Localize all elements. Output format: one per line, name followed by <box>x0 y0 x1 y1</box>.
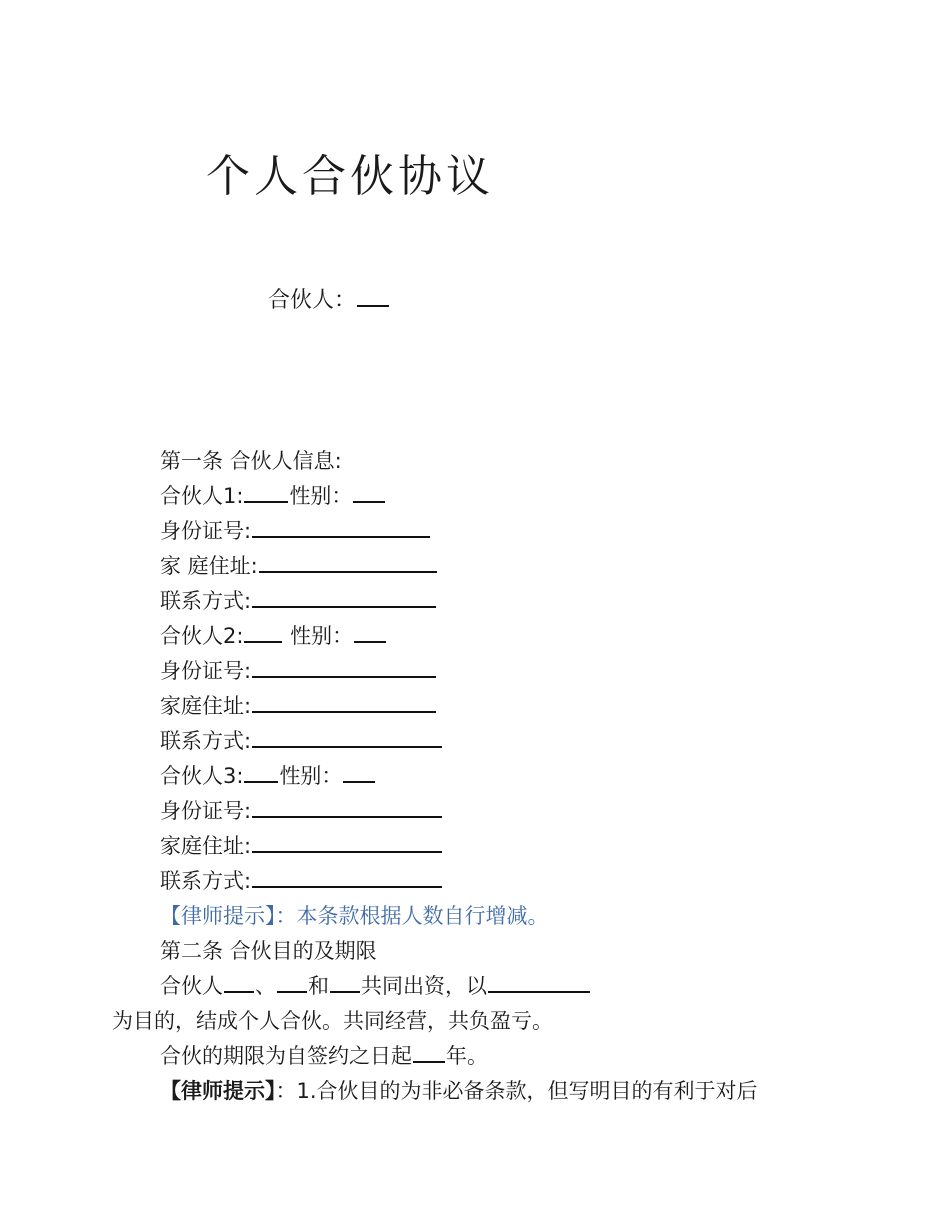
purpose-blank <box>488 971 590 993</box>
partner2-address-row: 家庭住址: <box>160 691 437 721</box>
partner-blank <box>357 285 389 307</box>
partner3-name-row: 合伙人3: 性别： <box>160 761 376 791</box>
partner1-contact-row: 联系方式: <box>160 586 437 616</box>
partner3-contact-row: 联系方式: <box>160 866 443 896</box>
partner1-address-blank <box>259 551 437 573</box>
partner1-name-row: 合伙人1: 性别： <box>160 481 386 511</box>
partner3-address-blank <box>252 831 442 853</box>
article2-purpose-line: 合伙人 、 和 共同出资，以 <box>160 971 591 1001</box>
term-years-blank <box>413 1041 445 1063</box>
partner-heading: 合伙人： <box>268 283 390 314</box>
partner3-name-blank <box>244 761 278 783</box>
lawyer-tip-article2: 【律师提示】：1.合伙目的为非必备条款，但写明目的有利于对后 <box>160 1079 758 1103</box>
partner1-id-row: 身份证号: <box>160 516 431 546</box>
partner2-contact-blank <box>252 726 442 748</box>
partner3-contact-blank <box>252 866 442 888</box>
partner2-name-blank <box>244 621 282 643</box>
article2-purpose-continuation: 为目的，结成个人合伙。共同经营，共负盈亏。 <box>112 1009 553 1033</box>
document-title: 个人合伙协议 <box>206 151 494 202</box>
article2-heading: 第二条 合伙目的及期限 <box>160 939 377 963</box>
partner2-id-blank <box>252 656 436 678</box>
partner3-gender-blank <box>343 761 375 783</box>
partner2-id-row: 身份证号: <box>160 656 437 686</box>
lawyer-tip-article1: 【律师提示】：本条款根据人数自行增减。 <box>160 904 549 928</box>
partner2-contact-row: 联系方式: <box>160 726 443 756</box>
partner3-id-blank <box>252 796 442 818</box>
partner2-address-blank <box>252 691 436 713</box>
partner1-address-row: 家 庭住址: <box>160 551 438 581</box>
partner1-contact-blank <box>252 586 436 608</box>
partner1-name-blank <box>244 481 288 503</box>
article2-term-line: 合伙的期限为自签约之日起 年。 <box>160 1041 488 1071</box>
partner1-gender-blank <box>353 481 385 503</box>
partner2-gender-blank <box>354 621 386 643</box>
article1-heading: 第一条 合伙人信息: <box>160 449 342 473</box>
partner3-id-row: 身份证号: <box>160 796 443 826</box>
partner3-address-row: 家庭住址: <box>160 831 443 861</box>
partner1-id-blank <box>252 516 430 538</box>
partner2-name-row: 合伙人2: 性别： <box>160 621 387 651</box>
